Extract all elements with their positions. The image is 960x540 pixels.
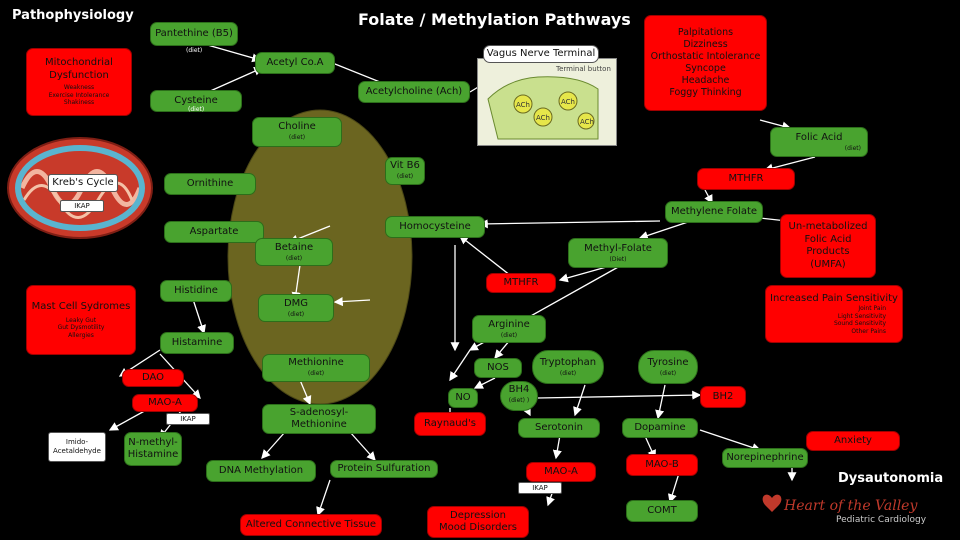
label: Vagus Nerve Terminal: [486, 47, 596, 59]
label: Norepinephrine: [726, 451, 804, 463]
node-tyrosine: [638, 350, 698, 384]
label: DMG: [283, 298, 309, 309]
label: MAO-A: [544, 465, 578, 477]
label: Mitochondrial Dysfunction: [45, 57, 113, 81]
label: N-methyl- Histamine: [127, 436, 179, 460]
node-altered-connective-tissue: [240, 514, 382, 536]
node-folic-acid: [770, 127, 868, 157]
node-n-methyl-histamine: [124, 432, 182, 466]
label: Dopamine: [634, 421, 686, 433]
node-methyl-folate: [568, 238, 668, 268]
label: Cysteine: [174, 94, 218, 106]
ach-2: ACh: [536, 114, 550, 122]
diagram-title: Folate / Methylation Pathways: [358, 10, 631, 29]
node-mao-a-2: [526, 462, 596, 482]
node-dopamine: [622, 418, 698, 438]
diet: (diet): [396, 172, 414, 180]
node-methylene-folate: [665, 201, 763, 223]
label: Ornithine: [186, 177, 234, 189]
diet: (diet): [500, 331, 518, 339]
node-ornithine: [164, 173, 256, 195]
node-dmg: [258, 294, 334, 322]
label: Pantethine (B5): [155, 27, 233, 39]
node-mitochondrial-dysfunction: [26, 48, 132, 116]
node-acetylcholine: [358, 81, 470, 103]
diet: (diet): [288, 133, 306, 141]
node-symptoms: [644, 15, 767, 111]
diet: (diet): [844, 144, 861, 152]
ach-4: ACh: [580, 118, 594, 126]
label: Tryptophan: [539, 357, 597, 368]
label: MTHFR: [728, 172, 764, 184]
label: IKAP: [180, 414, 196, 423]
node-imido-acetaldehyde: [48, 432, 106, 462]
label: Methyl-Folate: [584, 243, 652, 254]
node-aspartate: [164, 221, 264, 243]
label: Anxiety: [834, 434, 872, 446]
node-norepinephrine: [722, 448, 808, 468]
diet: (diet): [287, 310, 305, 318]
node-protein-sulfuration: [330, 460, 438, 478]
node-dao: [122, 369, 184, 387]
node-tryptophan: [532, 350, 604, 384]
node-histamine: [160, 332, 234, 354]
node-dna-methylation: [206, 460, 316, 482]
label: Protein Sulfuration: [337, 462, 431, 474]
ach-1: ACh: [516, 101, 530, 109]
node-methionine: [262, 354, 370, 382]
heart-of-the-valley-logo: [760, 488, 950, 528]
node-bh4: [500, 381, 538, 411]
sublabel: Weakness Exercise Intolerance Shakiness: [48, 84, 110, 107]
label: MTHFR: [503, 276, 539, 288]
node-mthfr-2: [486, 273, 556, 293]
label: Raynaud's: [424, 417, 476, 429]
label: NOS: [487, 361, 509, 373]
label: COMT: [647, 504, 677, 516]
logo-line-1: Heart of the Valley: [784, 498, 918, 514]
node-mthfr-1: [697, 168, 795, 190]
node-ikap-krebs: [60, 200, 104, 212]
label: Vit B6: [390, 160, 420, 171]
node-homocysteine: [385, 216, 485, 238]
node-pain-sensitivity: [765, 285, 903, 343]
label: MAO-A: [148, 396, 182, 408]
nerve-terminal-illustration: [477, 58, 617, 146]
node-ikap-mao-a: [166, 413, 210, 425]
label: S-adenosyl- Methionine: [289, 406, 349, 430]
dysautonomia-title: Dysautonomia: [838, 471, 944, 486]
label: Imido- Acetaldehyde: [53, 438, 101, 455]
label: Aspartate: [189, 225, 239, 237]
label: Methionine: [288, 357, 344, 368]
label: DAO: [141, 371, 165, 383]
label: Arginine: [488, 319, 530, 330]
node-vagus-nerve-terminal: [483, 45, 599, 63]
node-arginine: [472, 315, 546, 343]
node-umfa: [780, 214, 876, 278]
node-mao-a-1: [132, 394, 198, 412]
label: Mast Cell Sydromes: [31, 301, 131, 312]
label: BH2: [712, 390, 734, 402]
terminal-button-label: Terminal button: [556, 65, 611, 73]
label: Depression Mood Disorders: [439, 509, 517, 533]
node-anxiety: [806, 431, 900, 451]
node-no: [448, 388, 478, 408]
diet: (diet): [559, 369, 577, 377]
node-s-adenosyl-methionine: [262, 404, 376, 434]
label: Increased Pain Sensitivity: [770, 292, 898, 304]
label: MAO-B: [645, 458, 679, 470]
node-mao-b: [626, 454, 698, 476]
ach-3: ACh: [561, 98, 575, 106]
label: IKAP: [532, 483, 548, 492]
node-bh2: [700, 386, 746, 408]
label: Acetyl Co.A: [266, 56, 324, 68]
node-acetyl-coa: [255, 52, 335, 74]
label: Acetylcholine (Ach): [365, 85, 463, 97]
label: Palpitations Dizziness Orthostatic Intolerance Syncope Headache Foggy Thinking: [650, 27, 761, 98]
label: Folic Acid: [795, 132, 843, 143]
node-depression: [427, 506, 529, 538]
label: Betaine: [274, 242, 314, 253]
node-nos: [474, 358, 522, 378]
node-choline: [252, 117, 342, 147]
node-betaine: [255, 238, 333, 266]
label: Altered Connective Tissue: [245, 518, 377, 530]
label: Histamine: [171, 336, 223, 348]
label: DNA Methylation: [218, 464, 304, 476]
label: Choline: [278, 121, 316, 132]
sublabel: Joint Pain Light Sensitivity Sound Sensitivity Other Pains: [833, 305, 886, 335]
diet: (diet): [307, 369, 325, 377]
diet: (diet) ): [508, 396, 530, 404]
label: Tyrosine: [647, 357, 689, 368]
diet: (Diet): [609, 255, 627, 263]
node-krebs-cycle: [48, 174, 118, 192]
label: Un-metabolized Folic Acid Products (UMFA): [788, 221, 868, 270]
node-ikap-mao-a-2: [518, 482, 562, 494]
pathophysiology-title: Pathophysiology: [12, 8, 134, 23]
label: NO: [455, 391, 471, 403]
label: Serotonin: [534, 421, 583, 433]
label: Histidine: [174, 284, 218, 296]
label: BH4: [508, 384, 530, 395]
sublabel: Leaky Gut Gut Dysmotility Allergies: [57, 316, 105, 339]
diet: (diet): [659, 369, 677, 377]
diet-cysteine: (diet): [188, 106, 205, 113]
logo-line-2: Pediatric Cardiology: [836, 515, 927, 525]
node-histidine: [160, 280, 232, 302]
label: Homocysteine: [399, 220, 471, 232]
node-raynauds: [414, 412, 486, 436]
diet: (diet): [285, 254, 303, 262]
node-serotonin: [518, 418, 600, 438]
node-vit-b6: [385, 157, 425, 185]
label: Methylene Folate: [670, 205, 758, 217]
label: Kreb's Cycle: [52, 176, 114, 188]
node-pantethine: [150, 22, 238, 46]
node-comt: [626, 500, 698, 522]
diet-pantethine: (diet): [186, 47, 203, 54]
label: IKAP: [74, 201, 90, 210]
node-mast-cell: [26, 285, 136, 355]
